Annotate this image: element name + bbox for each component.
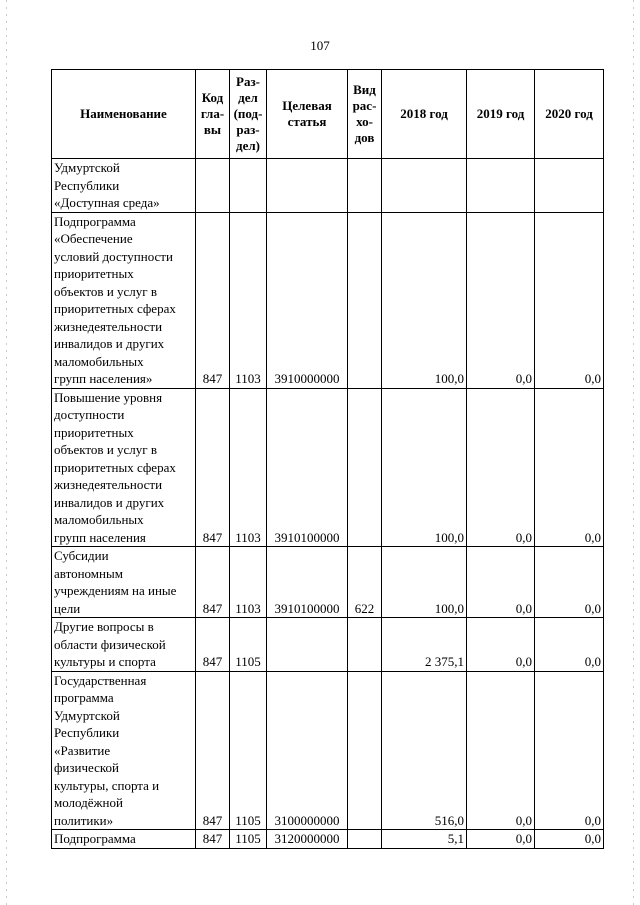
cell-2020: 0,0: [535, 388, 604, 547]
name-line: Удмуртской: [54, 707, 120, 723]
name-line: Республики: [54, 177, 120, 193]
cell-2018: 100,0: [382, 388, 467, 547]
name-line: Субсидии: [54, 548, 109, 563]
cell-name: [52, 671, 196, 830]
header-line: Вид: [353, 82, 376, 97]
cell-code: 847: [196, 212, 230, 388]
name-line: инвалидов и других: [54, 494, 165, 510]
cell-code: 847: [196, 547, 230, 618]
name-line: культуры, спорта и: [54, 777, 160, 793]
table-row: [52, 212, 604, 388]
name-line: маломобильных: [54, 512, 144, 527]
cell-section: 1103: [230, 212, 267, 388]
header-line: статья: [287, 114, 327, 129]
header-name: Наименование: [52, 70, 196, 159]
cell-2018: 516,0: [382, 671, 467, 830]
cell-expense: [348, 618, 382, 672]
name-line: «Доступная среда»: [54, 195, 160, 210]
header-line: раз-: [236, 122, 260, 137]
header-target: [267, 70, 348, 159]
cell-code: 847: [196, 671, 230, 830]
cell-section: 1105: [230, 618, 267, 672]
header-line: дел): [236, 138, 260, 153]
page-number: 107: [310, 38, 330, 53]
table-row: [52, 830, 604, 849]
cell-target: 3120000000: [267, 830, 348, 849]
table-row: [52, 388, 604, 547]
name-line: приоритетных: [54, 424, 134, 440]
name-line: Подпрограмма: [54, 831, 136, 846]
name-line: Государственная: [54, 672, 147, 688]
cell-section: 1105: [230, 830, 267, 849]
cell-2020: 0,0: [535, 671, 604, 830]
name-line: Другие вопросы в: [54, 619, 154, 634]
cell-2018: 2 375,1: [382, 618, 467, 672]
cell-2019: 0,0: [467, 671, 535, 830]
cell-target: 3100000000: [267, 671, 348, 830]
cell-name: [52, 547, 196, 618]
cell-section: 1103: [230, 388, 267, 547]
cell-expense: [348, 212, 382, 388]
cell-2019: 0,0: [467, 547, 535, 618]
cell-2018: 100,0: [382, 212, 467, 388]
cell-target: 3910100000: [267, 388, 348, 547]
cell-2019: [467, 159, 535, 213]
name-line: приоритетных сферах: [54, 459, 176, 475]
cell-name: [52, 830, 196, 849]
header-section: [230, 70, 267, 159]
name-line: программа: [54, 690, 114, 705]
cell-code: [196, 159, 230, 213]
table-row: [52, 618, 604, 672]
cell-expense: [348, 671, 382, 830]
cell-target: [267, 159, 348, 213]
header-2020: 2020 год: [535, 70, 604, 159]
cell-expense: 622: [348, 547, 382, 618]
cell-2019: 0,0: [467, 212, 535, 388]
cell-code: 847: [196, 830, 230, 849]
cell-2020: 0,0: [535, 212, 604, 388]
name-line: «Развитие: [54, 742, 111, 758]
name-line: автономным: [54, 565, 123, 581]
name-line: условий доступности: [54, 248, 173, 264]
name-line: учреждениям на иные: [54, 583, 177, 598]
name-line: групп населения: [54, 529, 146, 545]
cell-expense: [348, 830, 382, 849]
cell-section: 1105: [230, 671, 267, 830]
name-line: «Обеспечение: [54, 231, 133, 246]
name-line: Республики: [54, 725, 120, 740]
name-line: области физической: [54, 636, 166, 652]
cell-name: [52, 388, 196, 547]
cell-2019: 0,0: [467, 618, 535, 672]
page-edge-dots: [633, 0, 634, 905]
header-line: вы: [203, 122, 222, 137]
header-expense: [348, 70, 382, 159]
name-line: Удмуртской: [54, 160, 120, 175]
name-line: Подпрограмма: [54, 213, 136, 229]
name-line: физической: [54, 760, 119, 775]
cell-name: [52, 159, 196, 213]
name-line: групп населения»: [54, 371, 153, 386]
cell-section: 1103: [230, 547, 267, 618]
cell-2020: 0,0: [535, 547, 604, 618]
cell-code: 847: [196, 618, 230, 672]
table-row: [52, 671, 604, 830]
name-line: объектов и услуг в: [54, 283, 158, 299]
header-line: Раз-: [236, 74, 260, 89]
header-line: дов: [354, 130, 375, 145]
header-2019: 2019 год: [467, 70, 535, 159]
table-row: [52, 159, 604, 213]
name-line: маломобильных: [54, 353, 144, 369]
cell-expense: [348, 159, 382, 213]
name-line: культуры и спорта: [54, 654, 156, 669]
header-line: Целевая: [282, 98, 332, 113]
cell-name: [52, 212, 196, 388]
page-edge-dots: [6, 0, 7, 905]
header-line: (под-: [233, 106, 263, 121]
name-line: объектов и услуг в: [54, 442, 158, 457]
cell-2020: 0,0: [535, 618, 604, 672]
name-line: доступности: [54, 407, 125, 422]
cell-code: 847: [196, 388, 230, 547]
cell-2020: [535, 159, 604, 213]
name-line: жизнедеятельности: [54, 318, 163, 334]
cell-target: 3910000000: [267, 212, 348, 388]
cell-name: [52, 618, 196, 672]
header-2018: 2018 год: [382, 70, 467, 159]
header-line: хо-: [356, 114, 373, 129]
table-row: [52, 547, 604, 618]
header-line: рас-: [352, 98, 377, 113]
cell-2018: 5,1: [382, 830, 467, 849]
header-line: Код: [201, 90, 224, 105]
budget-table: [51, 69, 604, 849]
name-line: приоритетных сферах: [54, 301, 176, 316]
header-code: [196, 70, 230, 159]
header-line: дел: [238, 90, 258, 105]
cell-expense: [348, 388, 382, 547]
cell-target: 3910100000: [267, 547, 348, 618]
name-line: цели: [54, 600, 81, 616]
cell-2018: 100,0: [382, 547, 467, 618]
name-line: жизнедеятельности: [54, 477, 163, 492]
header-row: [52, 70, 604, 159]
header-line: гла-: [200, 106, 225, 121]
cell-2018: [382, 159, 467, 213]
cell-section: [230, 159, 267, 213]
name-line: молодёжной: [54, 795, 123, 810]
cell-2019: 0,0: [467, 830, 535, 849]
name-line: Повышение уровня: [54, 389, 163, 405]
name-line: политики»: [54, 812, 114, 828]
name-line: инвалидов и других: [54, 336, 165, 351]
cell-2020: 0,0: [535, 830, 604, 849]
cell-target: [267, 618, 348, 672]
name-line: приоритетных: [54, 266, 134, 281]
cell-2019: 0,0: [467, 388, 535, 547]
